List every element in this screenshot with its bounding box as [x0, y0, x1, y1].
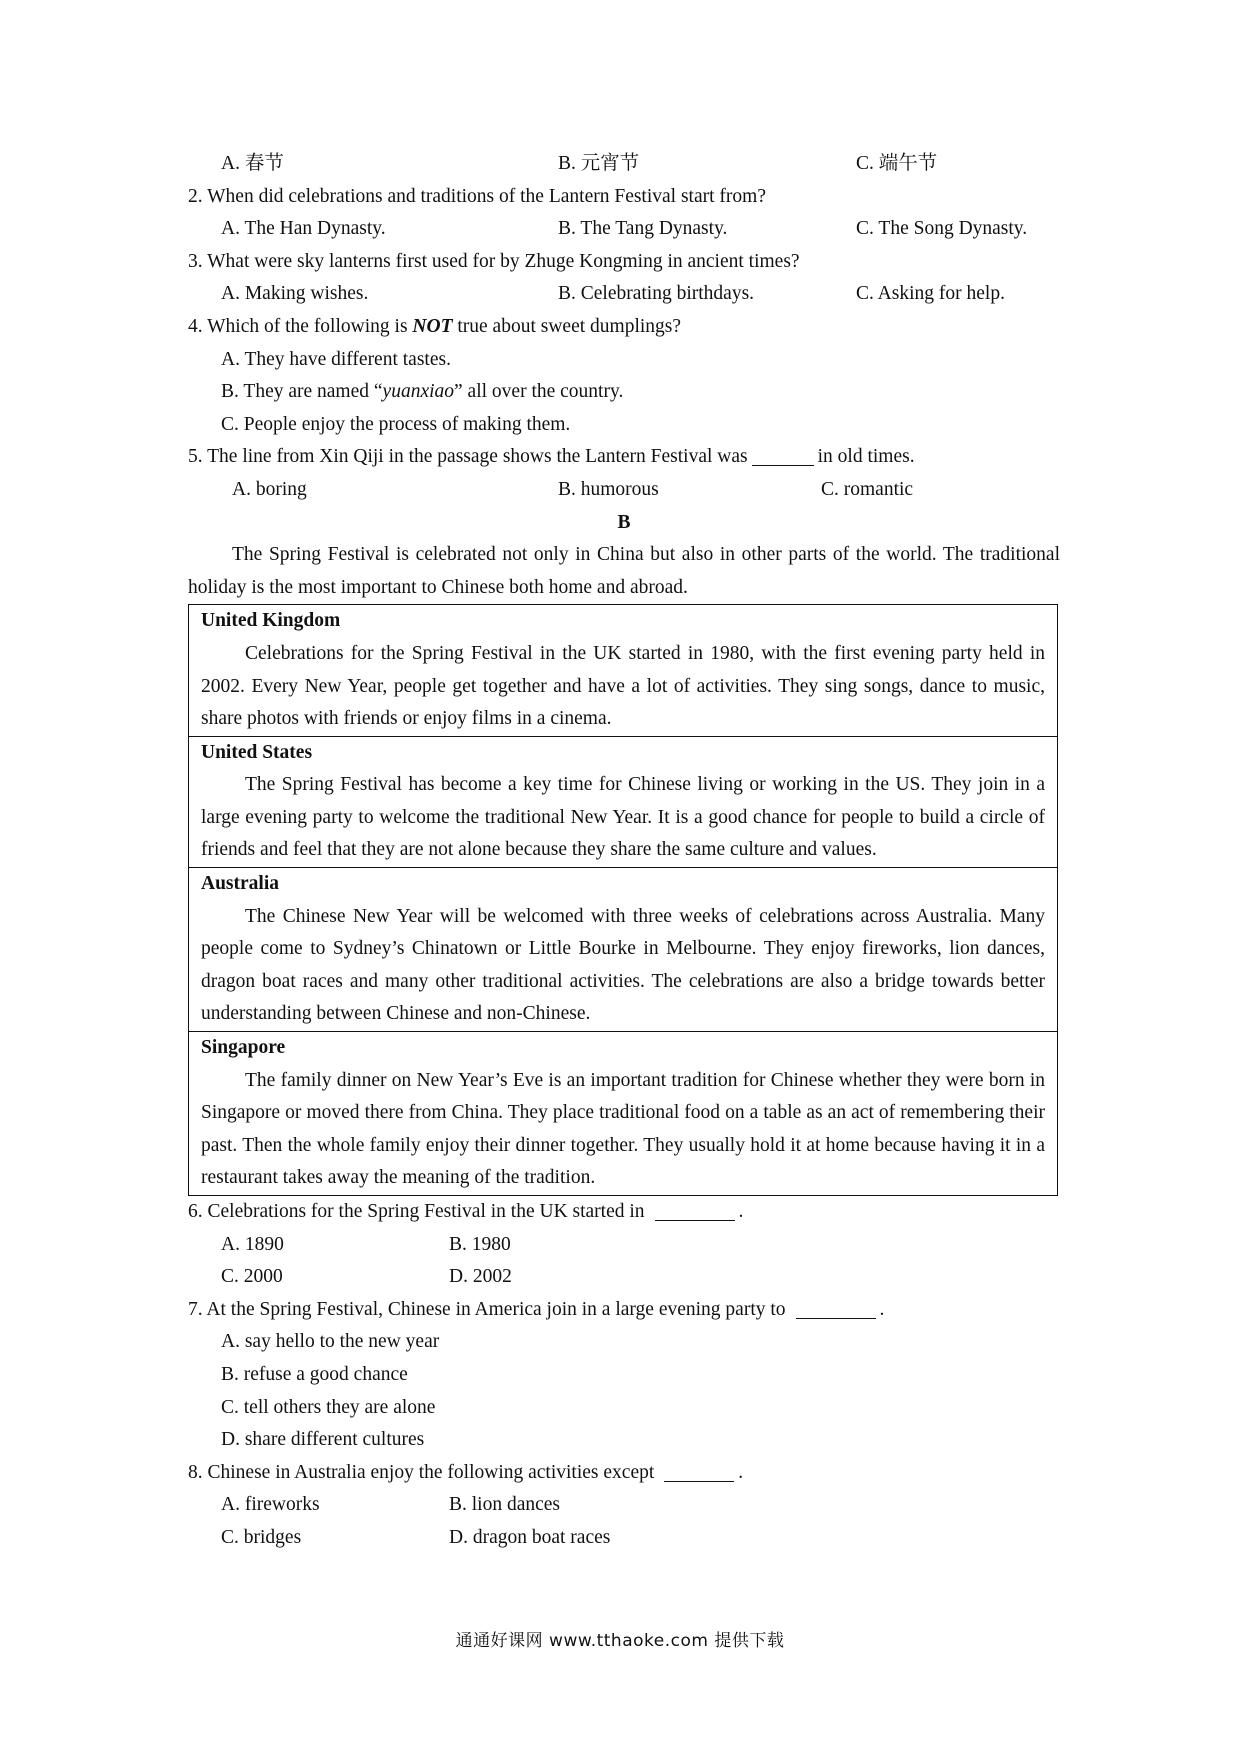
option-b: B. 元宵节	[558, 153, 640, 174]
option-a: A. 春节	[221, 153, 284, 174]
option-a: A. boring	[232, 478, 307, 500]
stem-text: true about sweet dumplings?	[452, 315, 682, 337]
country-cell	[189, 737, 1057, 868]
countries-table	[188, 604, 1058, 1196]
option-d: D. dragon boat races	[449, 1526, 611, 1548]
option-b: B. lion dances	[449, 1494, 561, 1516]
option-b: B. 1980	[449, 1233, 511, 1255]
exam-page	[188, 148, 1060, 1555]
question-8-stem: 8. Chinese in Australia enjoy the following activities except .	[188, 1461, 744, 1483]
option-a: A. fireworks	[221, 1494, 320, 1516]
option-c: C. bridges	[221, 1526, 302, 1548]
option-b: B. humorous	[558, 478, 659, 500]
country-name: Australia	[201, 873, 279, 895]
q4-option-c: C. People enjoy the process of making them.	[221, 413, 571, 435]
question-6-stem: 6. Celebrations for the Spring Festival in the UK started in .	[188, 1201, 744, 1222]
option-b: B. The Tang Dynasty.	[558, 218, 728, 240]
option-c: C. romantic	[821, 478, 914, 500]
option-c: C. 端午节	[856, 153, 938, 174]
option-c: C. 2000	[221, 1266, 283, 1288]
stem-text: 4. Which of the following is	[188, 315, 413, 337]
country-name: United Kingdom	[201, 610, 341, 632]
q6-options-row2	[188, 1261, 1060, 1294]
option-text: B. They are named “	[221, 381, 383, 403]
answer-blank	[796, 1298, 876, 1319]
stem-text: in old times.	[817, 446, 915, 468]
country-cell	[189, 1032, 1057, 1195]
option-a: A. Making wishes.	[221, 283, 369, 305]
option-a: A. The Han Dynasty.	[221, 218, 386, 240]
country-name: United States	[201, 741, 313, 763]
country-text: The Spring Festival has become a key time for Chinese living or working in the US. They join in a large evening party to welcome the traditional New Year. It is a good chance for people to build a circle of friends and feel that they are not alone because they share the same culture and values.	[201, 774, 1045, 861]
q7-option-a: A. say hello to the new year	[221, 1331, 440, 1353]
answer-blank	[664, 1461, 734, 1482]
question-5-stem	[188, 441, 1060, 474]
country-cell	[189, 605, 1057, 736]
q5-options	[188, 474, 1060, 507]
question-2-stem: 2. When did celebrations and traditions of the Lantern Festival start from?	[188, 185, 766, 207]
country-text: The Chinese New Year will be welcomed with three weeks of celebrations across Australia. Many people come to Sydney’s Chinatown or Little Bourke in Melbourne. They enjoy fireworks, lion dances, dragon boat races and many other traditional activities. The celebrations are also a bridge towards better understanding between Chinese and non-Chinese.	[201, 905, 1045, 1025]
stem-text: 5. The line from Xin Qiji in the passage shows the Lantern Festival was	[188, 446, 748, 468]
q2-options	[188, 213, 1060, 246]
stem-text: 7. At the Spring Festival, Chinese in America join in a large evening party to	[188, 1298, 786, 1320]
section-heading: B	[617, 511, 631, 533]
q4-option-b	[188, 376, 1060, 409]
answer-blank	[752, 445, 814, 466]
q7-option-c: C. tell others they are alone	[221, 1396, 436, 1418]
q7-option-b: B. refuse a good chance	[221, 1363, 408, 1385]
page-footer: 通通好课网 www.tthaoke.com 提供下载	[455, 1631, 785, 1651]
option-emphasis: yuanxiao	[382, 381, 455, 403]
stem-text: 8. Chinese in Australia enjoy the following activities except	[188, 1461, 655, 1483]
country-text: Celebrations for the Spring Festival in the UK started in 1980, with the first evening party held in 2002. Every New Year, people get together and have a lot of activities. They sing songs, dance to music, share photos with friends or enjoy films in a cinema.	[201, 642, 1045, 730]
option-b: B. Celebrating birthdays.	[558, 283, 755, 305]
option-c: C. The Song Dynasty.	[856, 218, 1028, 240]
q7-option-d: D. share different cultures	[221, 1429, 425, 1451]
stem-emphasis: NOT	[412, 315, 453, 337]
answer-blank	[655, 1200, 735, 1221]
option-text: ” all over the country.	[454, 381, 624, 403]
option-c: C. Asking for help.	[856, 283, 1005, 305]
q4-option-a: A. They have different tastes.	[221, 348, 451, 370]
stem-text: 6. Celebrations for the Spring Festival in the UK started in	[188, 1201, 645, 1222]
country-name: Singapore	[201, 1037, 286, 1059]
q8-options-row1	[188, 1489, 1060, 1522]
country-text: The family dinner on New Year’s Eve is an important tradition for Chinese whether they were born in Singapore or moved there from China. They place traditional food on a table as an act of remembering their past. Then the whole family enjoy their dinner together. They usually hold it at home because having it in a restaurant takes away the meaning of the tradition.	[201, 1069, 1045, 1189]
question-3-stem: 3. What were sky lanterns first used for by Zhuge Kongming in ancient times?	[188, 250, 800, 272]
q1-options	[188, 148, 1060, 181]
question-4-stem	[188, 311, 1060, 344]
country-cell	[189, 868, 1057, 1032]
question-7-stem: 7. At the Spring Festival, Chinese in America join in a large evening party to .	[188, 1298, 885, 1320]
section-intro: The Spring Festival is celebrated not only in China but also in other parts of the world. The traditional holiday is the most important to Chinese both home and abroad.	[188, 544, 1060, 598]
q8-options-row2	[188, 1522, 1060, 1555]
option-a: A. 1890	[221, 1233, 284, 1255]
option-d: D. 2002	[449, 1266, 512, 1288]
q3-options	[188, 278, 1060, 311]
q6-options-row1	[188, 1229, 1060, 1262]
